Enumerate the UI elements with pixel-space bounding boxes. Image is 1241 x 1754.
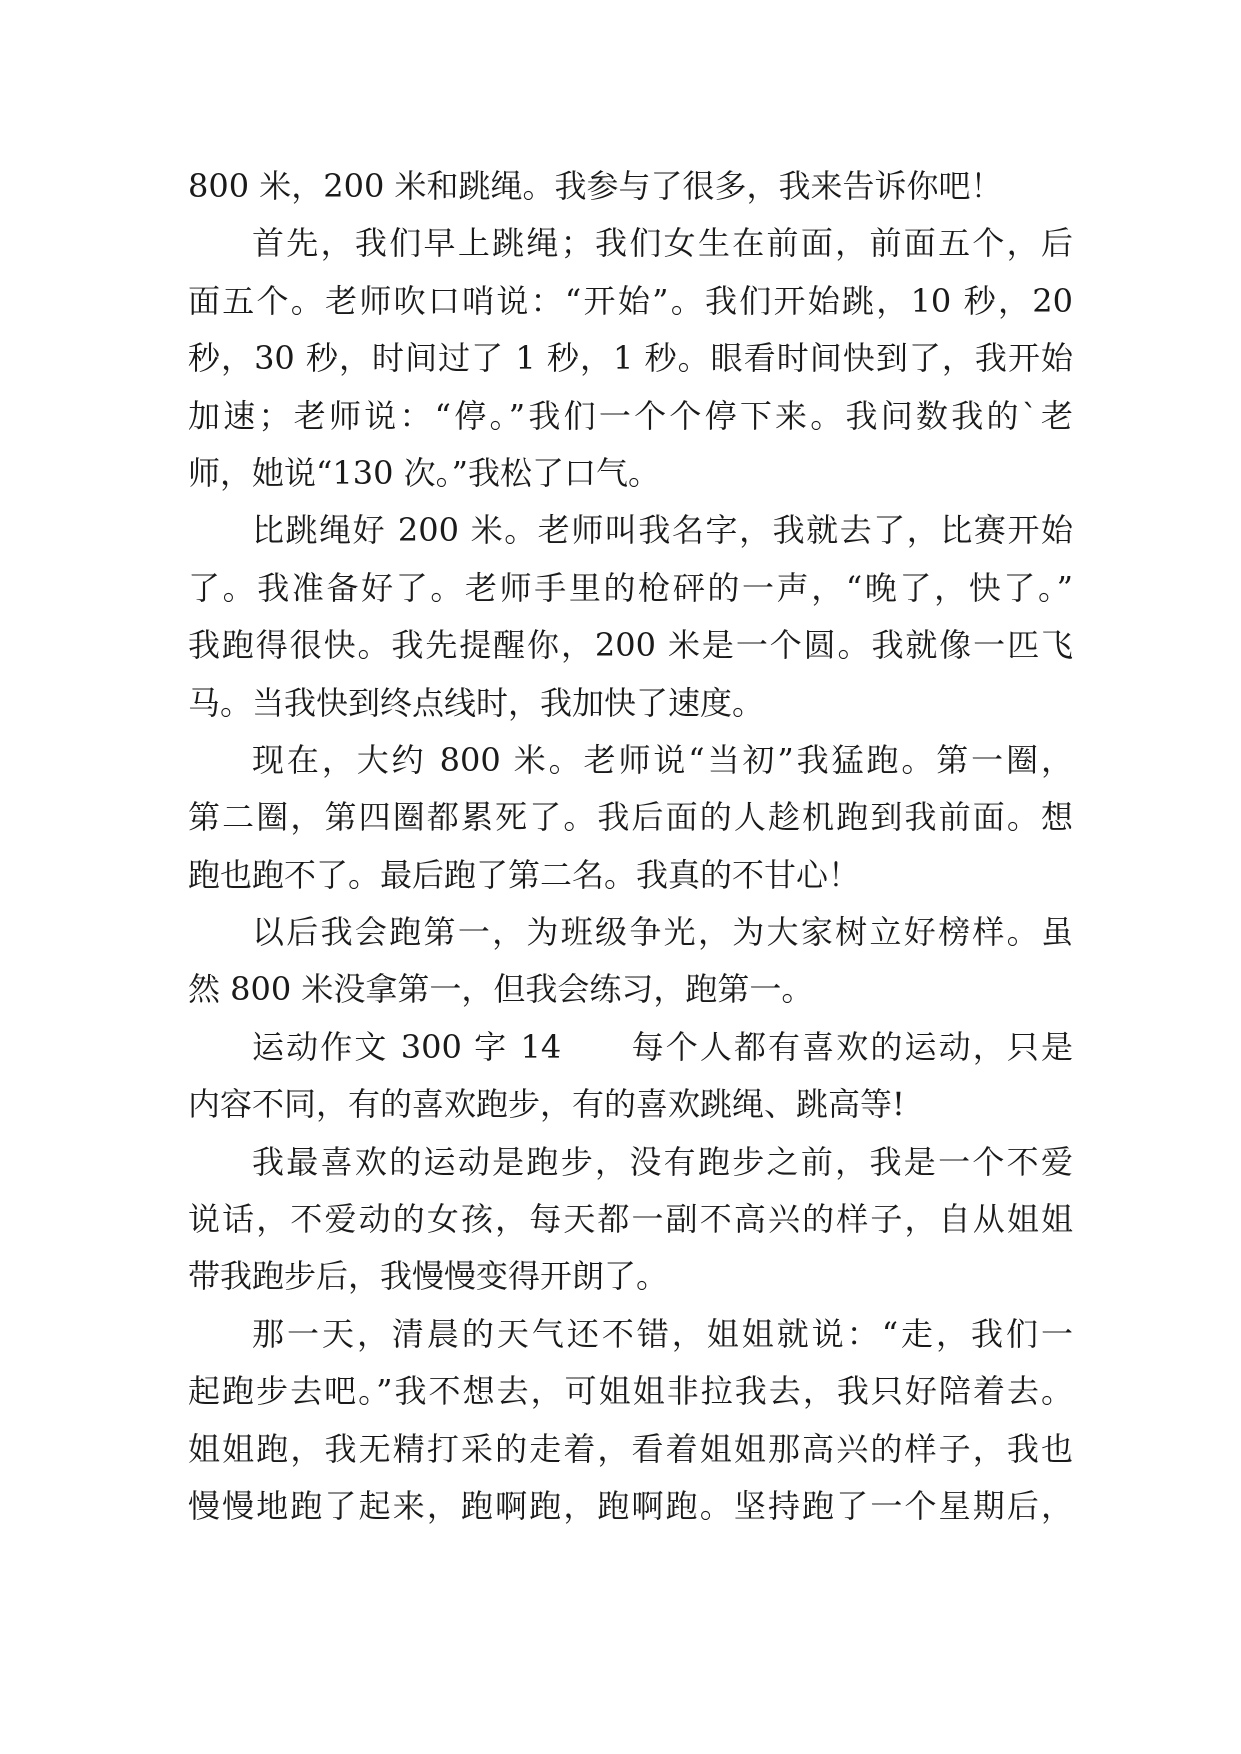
text-line: 跑也跑不了。最后跑了第二名。我真的不甘心！ xyxy=(188,855,861,894)
text-line: 说话，不爱动的女孩，每天都一副不高兴的样子，自从姐姐 xyxy=(188,1200,1073,1239)
text-line: 秒，30 秒，时间过了 1 秒，1 秒。眼看时间快到了，我开始 xyxy=(188,339,1073,378)
text-line: 我跑得很快。我先提醒你，200 米是一个圆。我就像一匹飞 xyxy=(188,626,1073,665)
text-line: 运动作文 300 字 14 每个人都有喜欢的运动，只是 xyxy=(252,1027,1073,1066)
text-line: 首先，我们早上跳绳；我们女生在前面，前面五个，后 xyxy=(252,224,1073,263)
document-body xyxy=(188,158,1073,1535)
text-line: 内容不同，有的喜欢跑步，有的喜欢跳绳、跳高等! xyxy=(188,1085,905,1124)
text-line: 然 800 米没拿第一，但我会练习，跑第一。 xyxy=(188,970,814,1009)
text-line: 以后我会跑第一，为班级争光，为大家树立好榜样。虽 xyxy=(252,913,1073,952)
text-line: 比跳绳好 200 米。老师叫我名字，我就去了，比赛开始 xyxy=(252,511,1073,550)
text-line: 我最喜欢的运动是跑步，没有跑步之前，我是一个不爱 xyxy=(252,1142,1073,1181)
text-line: 师，她说“130 次。”我松了口气。 xyxy=(188,453,660,492)
text-line: 面五个。老师吹口哨说：“开始”。我们开始跳，10 秒，20 xyxy=(188,281,1073,320)
text-line: 现在，大约 800 米。老师说“当初”我猛跑。第一圈， xyxy=(252,740,1073,779)
text-line: 了。我准备好了。老师手里的枪砰的一声，“晚了，快了。” xyxy=(188,568,1073,607)
text-line: 800 米，200 米和跳绳。我参与了很多，我来告诉你吧！ xyxy=(188,167,1003,205)
text-line: 慢慢地跑了起来，跑啊跑，跑啊跑。坚持跑了一个星期后， xyxy=(188,1486,1073,1525)
text-line: 姐姐跑，我无精打采的走着，看着姐姐那高兴的样子，我也 xyxy=(188,1429,1073,1468)
text-line: 那一天，清晨的天气还不错，姐姐就说：“走，我们一 xyxy=(252,1314,1073,1353)
text-line: 加速；老师说：“停。”我们一个个停下来。我问数我的`老 xyxy=(188,396,1073,435)
text-line: 马。当我快到终点线时，我加快了速度。 xyxy=(188,683,765,722)
text-line: 起跑步去吧。”我不想去，可姐姐非拉我去，我只好陪着去。 xyxy=(188,1372,1073,1411)
text-line: 带我跑步后，我慢慢变得开朗了。 xyxy=(188,1257,669,1296)
text-line: 第二圈，第四圈都累死了。我后面的人趁机跑到我前面。想 xyxy=(188,798,1073,837)
